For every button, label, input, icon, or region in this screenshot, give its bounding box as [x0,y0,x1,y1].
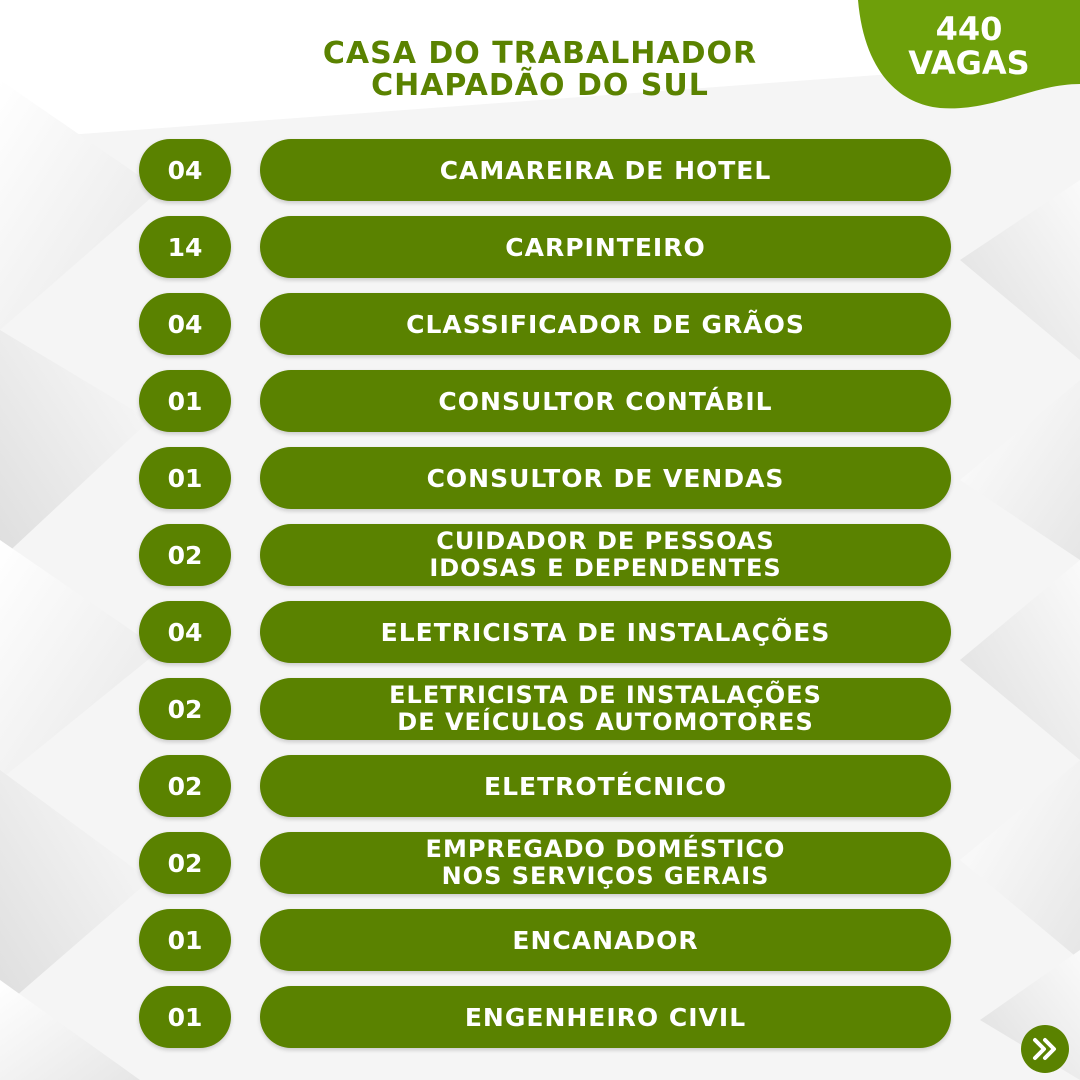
vacancy-count: 04 [139,293,231,355]
title-line-1: CASA DO TRABALHADOR [322,36,758,71]
job-title [260,524,951,586]
job-row [139,909,951,971]
job-title-line-1: ELETROTÉCNICO [484,771,727,801]
job-title-line-2: IDOSAS E DEPENDENTES [429,554,782,582]
next-button[interactable] [1021,1025,1069,1073]
job-row [139,139,951,201]
vacancy-count: 02 [139,832,231,894]
job-row [139,524,951,586]
job-title [260,370,951,432]
job-title-line-1: ELETRICISTA DE INSTALAÇÕES [389,681,822,709]
job-row [139,986,951,1048]
job-title-line-1: CLASSIFICADOR DE GRÃOS [406,309,805,339]
job-title-line-1: CONSULTOR DE VENDAS [426,463,785,493]
vacancy-count: 02 [139,524,231,586]
vacancy-count: 01 [139,909,231,971]
job-title [260,139,951,201]
job-row [139,447,951,509]
job-title-line-1: CONSULTOR CONTÁBIL [438,386,773,416]
job-title-line-1: ELETRICISTA DE INSTALAÇÕES [380,617,831,647]
job-title [260,678,951,740]
job-row [139,832,951,894]
vacancy-count: 01 [139,986,231,1048]
vacancy-count: 02 [139,755,231,817]
vacancies-badge [858,0,1080,112]
job-row [139,678,951,740]
badge-count: 440 [935,10,1003,48]
job-title-line-1: CAMAREIRA DE HOTEL [439,155,772,185]
job-title [260,986,951,1048]
vacancy-count: 01 [139,447,231,509]
job-title-line-1: EMPREGADO DOMÉSTICO [425,835,786,863]
job-title-line-1: ENGENHEIRO CIVIL [464,1002,747,1032]
job-title [260,909,951,971]
job-title [260,216,951,278]
job-row [139,370,951,432]
job-title [260,447,951,509]
job-row [139,755,951,817]
vacancy-count: 02 [139,678,231,740]
job-title [260,832,951,894]
vacancy-count: 14 [139,216,231,278]
job-title [260,755,951,817]
job-row [139,601,951,663]
vacancy-count: 01 [139,370,231,432]
job-row [139,216,951,278]
job-title-line-1: ENCANADOR [512,925,699,955]
job-title-line-1: CARPINTEIRO [505,232,706,262]
badge-label: VAGAS [908,44,1030,82]
job-title [260,601,951,663]
vacancy-count: 04 [139,601,231,663]
vacancy-count: 04 [139,139,231,201]
job-title-line-1: CUIDADOR DE PESSOAS [436,527,775,555]
title-line-2: CHAPADÃO DO SUL [371,68,709,103]
job-row [139,293,951,355]
double-chevron-right-icon [1031,1037,1059,1061]
page-title [240,38,840,102]
job-title-line-2: NOS SERVIÇOS GERAIS [441,862,770,890]
job-title-line-2: DE VEÍCULOS AUTOMOTORES [397,708,814,736]
job-title [260,293,951,355]
